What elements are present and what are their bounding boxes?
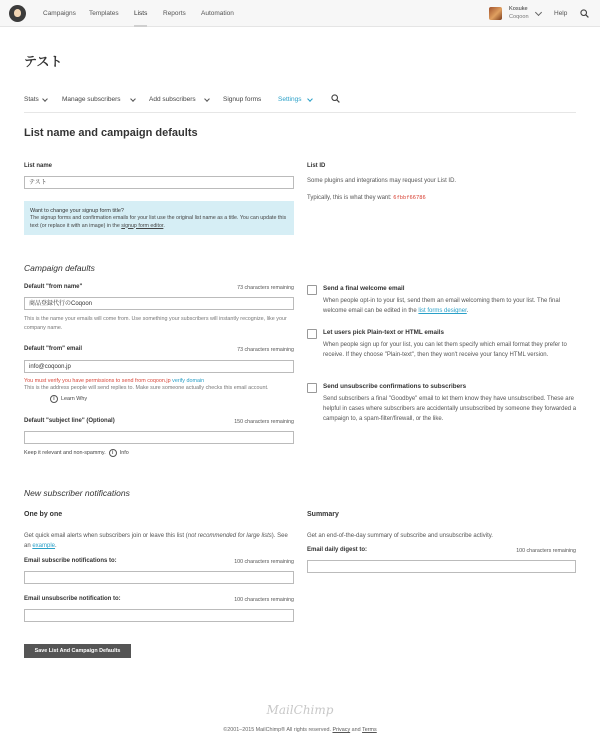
user-name[interactable]: Kosuke [509, 6, 528, 12]
subscribe-notify-remaining: 100 characters remaining [234, 559, 294, 565]
daily-digest-input[interactable] [307, 560, 576, 573]
privacy-link[interactable]: Privacy [332, 727, 351, 733]
daily-digest-remaining: 100 characters remaining [516, 548, 576, 554]
welcome-email-checkbox[interactable] [307, 285, 317, 295]
from-name-input[interactable]: 商品登録代行のCoqoon [24, 297, 294, 310]
unsubscribe-confirm-checkbox[interactable] [307, 383, 317, 393]
footer: ©2001–2015 MailChimp® All rights reserved. Privacy and Terms [223, 727, 377, 733]
subject-remaining: 150 characters remaining [234, 419, 294, 425]
welcome-email-desc: When people opt-in to your list, send them an email welcoming them to your list. The final welcome email can be edited in the list forms designer. [323, 298, 561, 314]
nav-reports[interactable]: Reports [163, 10, 186, 17]
one-by-one-desc: Get quick email alerts when subscribers join or leave this list (not recommended for large lists). See an example. [24, 533, 288, 549]
chevron-down-icon[interactable] [130, 96, 136, 102]
subject-input[interactable] [24, 431, 294, 444]
unsubscribe-notify-input[interactable] [24, 609, 294, 622]
info-icon[interactable]: i [109, 449, 117, 457]
nav-lists[interactable]: Lists [134, 10, 148, 17]
signup-title-notice [24, 201, 294, 235]
search-icon[interactable] [331, 94, 340, 103]
info-icon: i [50, 395, 58, 403]
list-name-input[interactable]: テスト [24, 176, 294, 189]
unsubscribe-notify-label: Email unsubscribe notification to: [24, 596, 121, 602]
learn-why-label: Learn Why [61, 396, 88, 402]
from-email-input[interactable]: info@coqoon.jp [24, 360, 294, 373]
from-name-label: Default "from name" [24, 284, 83, 290]
subject-help-row [24, 449, 129, 457]
notice-body: The signup forms and confirmation emails for your list use the original list name as a title. You can update this text (or replace it with an image) in the signup form editor. [30, 215, 287, 229]
mailchimp-wordmark: MailChimp [266, 703, 334, 717]
user-avatar[interactable] [489, 7, 502, 20]
list-forms-designer-link[interactable]: list forms designer [418, 308, 467, 314]
subnav-stats[interactable]: Stats [24, 96, 39, 103]
verify-domain-link[interactable]: verify domain [172, 378, 205, 384]
one-by-one-title: One by one [24, 511, 63, 518]
from-email-remaining: 73 characters remaining [237, 347, 294, 353]
chevron-down-icon[interactable] [42, 96, 48, 102]
subscribe-notify-input[interactable] [24, 571, 294, 584]
chevron-down-icon[interactable] [204, 96, 210, 102]
subnav-settings[interactable]: Settings [278, 96, 302, 103]
subscribe-notify-label: Email subscribe notifications to: [24, 558, 117, 564]
summary-title: Summary [307, 511, 339, 518]
unsubscribe-confirm-desc: Send subscribers a final "Goodbye" email to let them know they have unsubscribed. These are helpful in cases where subscribers are accidentally unsubscribed by someone they forwarded a campaign to, a spam-filter/firewall, or the like. [323, 396, 577, 422]
nav-automation[interactable]: Automation [201, 10, 234, 17]
nav-help[interactable]: Help [554, 10, 568, 17]
subnav-add-subscribers[interactable]: Add subscribers [149, 96, 196, 103]
nav-campaigns[interactable]: Campaigns [43, 10, 76, 17]
from-name-remaining: 73 characters remaining [237, 285, 294, 291]
subject-label: Default "subject line" (Optional) [24, 418, 115, 424]
plain-text-checkbox[interactable] [307, 329, 317, 339]
plain-text-desc: When people sign up for your list, you can let them specify which email format they prefer to receive. If they choose "Plain-text", then they won't receive your fancy HTML version. [323, 342, 567, 358]
example-link[interactable]: example [32, 543, 56, 549]
plain-text-title: Let users pick Plain-text or HTML emails [323, 329, 444, 336]
from-name-help: This is the name your emails will come from. Use something your subscribers will instantly recognize, like your company name. [24, 316, 287, 331]
welcome-email-title: Send a final welcome email [323, 285, 405, 292]
save-button[interactable]: Save List And Campaign Defaults [24, 644, 131, 658]
summary-desc: Get an end-of-the-day summary of subscribe and unsubscribe activity. [307, 533, 493, 539]
list-id-help: Some plugins and integrations may request your List ID. [307, 178, 457, 184]
mailchimp-logo-icon[interactable] [9, 5, 26, 22]
notice-title: Want to change your signup form title? [30, 208, 124, 214]
list-id-label: List ID [307, 163, 326, 169]
page-title: テスト [24, 54, 63, 69]
search-icon[interactable] [580, 9, 589, 18]
from-email-label: Default "from" email [24, 346, 83, 352]
user-org[interactable]: Coqoon [509, 14, 529, 20]
list-id-line: Typically, this is what they want: 6fbbf66786 [307, 195, 426, 201]
subject-help: Keep it relevant and non-spammy. [24, 450, 106, 456]
top-nav [0, 0, 600, 27]
chevron-down-icon[interactable] [307, 96, 313, 102]
signup-form-editor-link[interactable]: signup form editor [121, 222, 164, 229]
subnav-manage-subscribers[interactable]: Manage subscribers [62, 96, 121, 103]
divider [24, 112, 576, 113]
from-email-help: This is the address people will send replies to. Make sure someone actually checks this email account. [24, 385, 269, 391]
unsubscribe-confirm-title: Send unsubscribe confirmations to subscribers [323, 383, 467, 390]
nav-templates[interactable]: Templates [89, 10, 119, 17]
info-label[interactable]: Info [119, 450, 129, 456]
campaign-defaults-heading: Campaign defaults [24, 263, 95, 273]
unsubscribe-notify-remaining: 100 characters remaining [234, 597, 294, 603]
notifications-heading: New subscriber notifications [24, 488, 130, 498]
list-id-value: 6fbbf66786 [393, 195, 426, 201]
list-name-label: List name [24, 163, 53, 169]
subnav-signup-forms[interactable]: Signup forms [223, 96, 262, 103]
daily-digest-label: Email daily digest to: [307, 547, 368, 553]
from-email-error: You must verify you have permissions to send from coqoon.jp verify domain [24, 378, 205, 384]
chevron-down-icon[interactable] [535, 9, 542, 16]
terms-link[interactable]: Terms [362, 727, 377, 733]
learn-why-link[interactable] [50, 395, 87, 403]
section-title: List name and campaign defaults [24, 127, 198, 139]
